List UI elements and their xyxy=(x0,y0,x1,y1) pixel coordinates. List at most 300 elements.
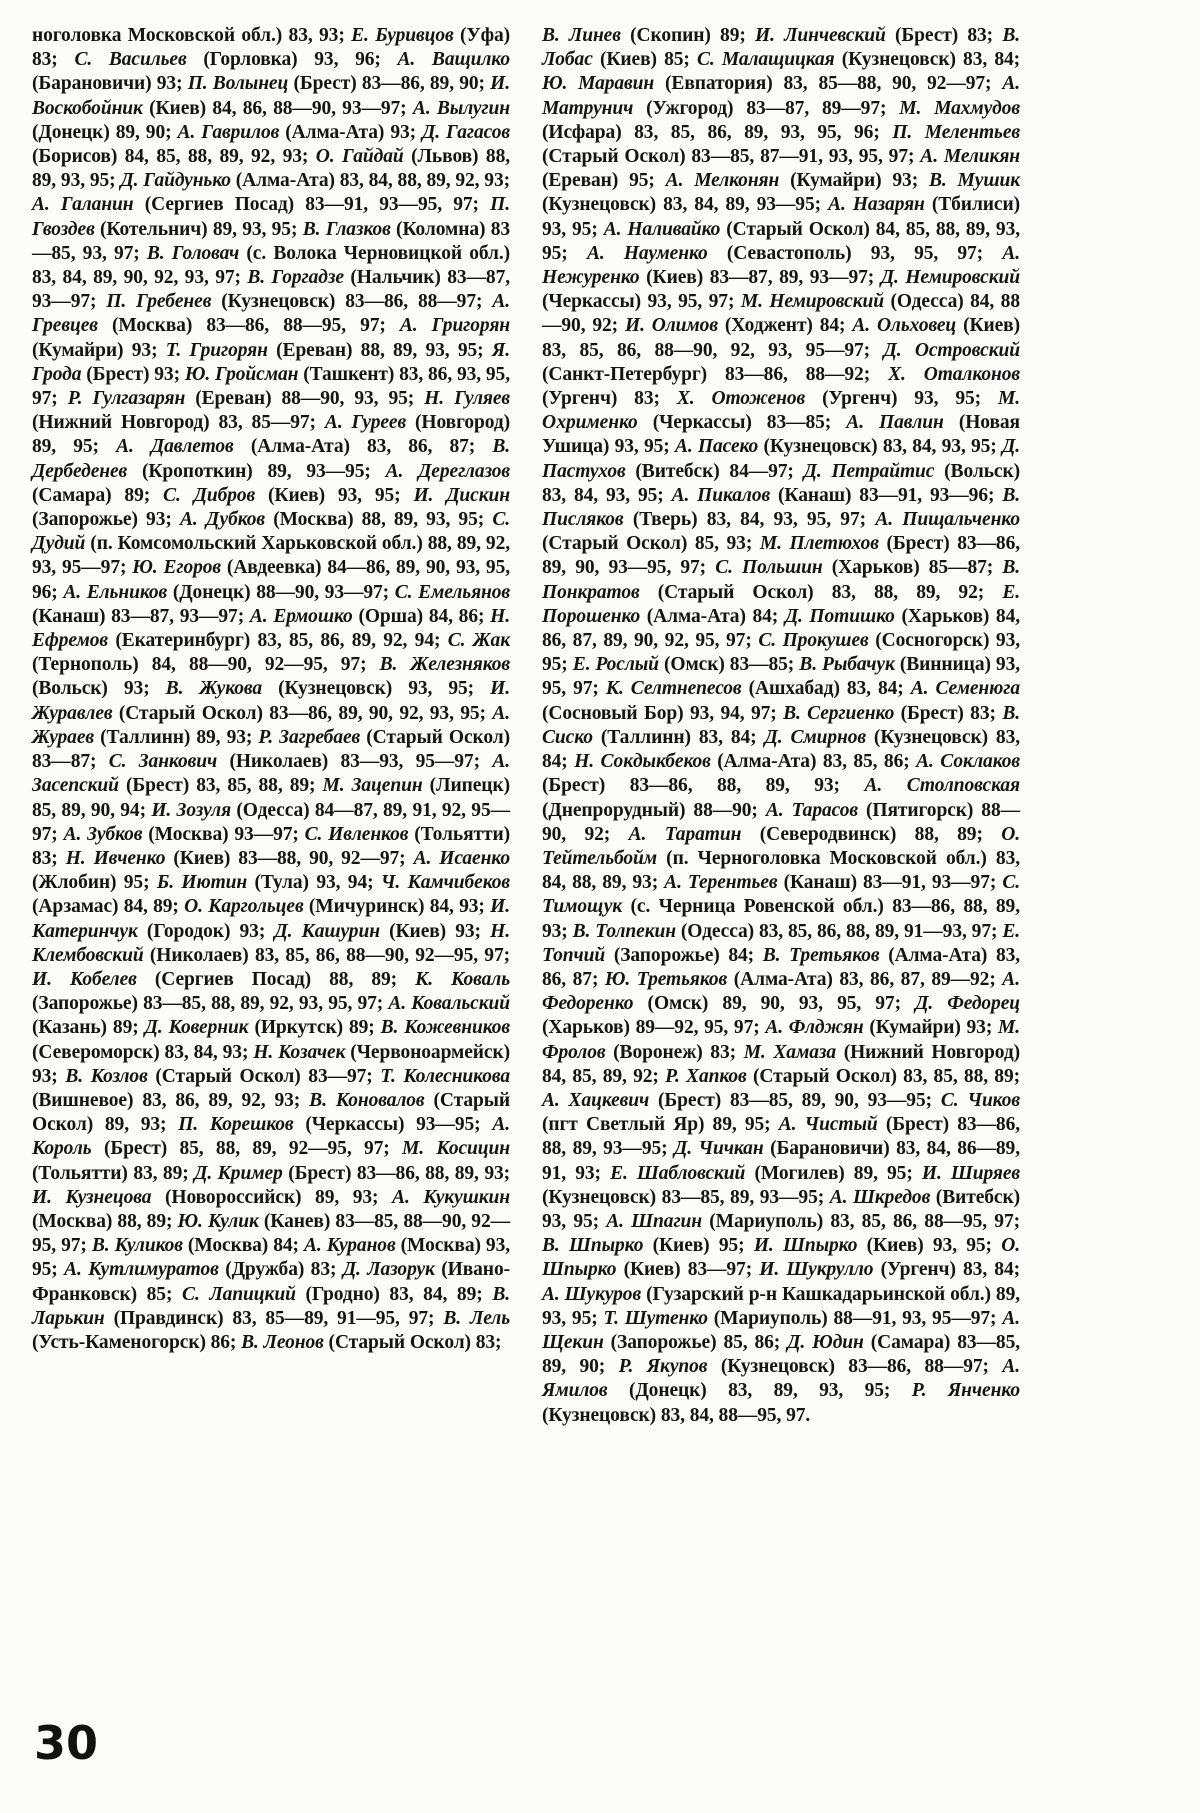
person-name: Т. Шутенко xyxy=(603,1307,714,1329)
index-entry: Д. Чичкан (Барановичи) 83, 84, 86—89, 91, 93; xyxy=(542,1138,1020,1184)
person-name: А. Таратин xyxy=(628,823,760,845)
index-entry: Н. Козачек (Червоноармейск) 93; xyxy=(32,1041,510,1087)
person-name: Д. Гайдунько xyxy=(120,170,236,192)
person-name: В. Третьяков xyxy=(762,944,889,966)
person-name: В. Писляков xyxy=(542,484,1020,531)
person-name: В. Лобас xyxy=(542,25,1020,71)
person-name: А. Ковальский xyxy=(388,993,510,1015)
index-text-columns xyxy=(32,24,1020,1428)
index-entry: А. Чистый (Брест) 83—86, 88, 89, 93—95; xyxy=(542,1114,1020,1160)
person-name: Д. Федорец xyxy=(915,993,1020,1015)
person-name: В. Сиско xyxy=(542,702,1020,748)
index-entry: И. Дискин (Запорожье) 93; xyxy=(32,484,510,531)
index-entry: А. Соклаков (Брест) 83—86, 88, 89, 93; xyxy=(542,751,1021,797)
person-name: В. Сергиенко xyxy=(783,702,901,724)
person-name: С. Дудий xyxy=(32,509,510,555)
index-entry: А. Хацкевич (Брест) 83—85, 89, 90, 93—95; xyxy=(542,1089,932,1111)
index-entry: А. Ольховец (Киев) 83, 85, 86, 88—90, 92, 93, 95—97; xyxy=(542,315,1021,361)
index-entry: В. Кожевников (Североморск) 83, 84, 93; xyxy=(32,1017,511,1063)
person-name: Т. Колесникова xyxy=(380,1065,510,1087)
person-name: Н. Клембовский xyxy=(32,920,510,966)
index-entry: М. Фролов (Воронеж) 83; xyxy=(542,1017,1020,1063)
person-name: А. Исаенко xyxy=(413,847,511,869)
index-entry: В. Коновалов (Старый Оскол) 89, 93; xyxy=(32,1089,510,1136)
index-entry: Б. Иютин (Тула) 93, 94; xyxy=(156,872,374,894)
index-entry: Ю. Гройсман (Ташкент) 83, 86, 93, 95, 97; xyxy=(32,363,510,410)
person-name: Е. Порошенко xyxy=(542,581,1020,627)
person-name: А. Назарян xyxy=(828,194,932,216)
index-entry: А. Флджян (Кумайри) 93; xyxy=(765,1017,993,1039)
index-entry: В. Рыбачук (Винница) 93, 95, 97; xyxy=(542,654,1021,700)
person-name: С. Занкович xyxy=(108,751,230,773)
index-entry: С. Занкович (Николаев) 83—93, 95—97; xyxy=(108,751,480,773)
index-entry: С. Тимощук (с. Черница Ровенской обл.) 83—86, 88, 89, 93; xyxy=(542,872,1020,942)
person-name: А. Вылугин xyxy=(412,97,510,119)
person-name: А. Король xyxy=(32,1114,510,1160)
index-entry: Я. Грода (Брест) 93; xyxy=(32,339,510,385)
index-entry: П. Мелентьев (Старый Оскол) 83—85, 87—91, 93, 95, 97; xyxy=(542,121,1020,168)
person-name: М. Охрименко xyxy=(542,388,1020,434)
index-entry: С. Емельянов (Канаш) 83—87, 93—97; xyxy=(32,581,511,627)
index-entry: А. Нежуренко (Киев) 83—87, 89, 93—97; xyxy=(542,242,1021,289)
person-name: Р. Хапков xyxy=(665,1065,753,1087)
index-entry: С. Малащицкая (Кузнецовск) 83, 84; xyxy=(697,49,1021,71)
index-entry: В. Куликов (Москва) 84; xyxy=(91,1235,299,1257)
person-name: К. Селтнепесов xyxy=(605,678,749,700)
index-entry: Х. Отоженов (Ургенч) 93, 95; xyxy=(676,388,982,410)
index-entry: А. Павлин (Новая Ушица) 93, 95; xyxy=(542,412,1020,458)
index-entry: И. Шпырко (Киев) 93, 95; xyxy=(753,1235,992,1257)
index-entry: А. Тарасов (Пятигорск) 88—90, 92; xyxy=(542,799,1021,845)
person-name: Е. Буривцов xyxy=(351,25,460,46)
index-entry: Т. Шутенко (Мариуполь) 88—91, 93, 95—97; xyxy=(603,1307,997,1329)
person-name: Д. Кашурин xyxy=(274,920,390,942)
index-entry: В. Железняков (Вольск) 93; xyxy=(32,654,510,700)
index-entry: В. Третьяков (Алма-Ата) 83, 86, 87; xyxy=(542,944,1021,990)
index-entry: А. Шкредов (Витебск) 93, 95; xyxy=(542,1186,1020,1232)
person-name: А. Федоренко xyxy=(542,968,1020,1015)
index-entry: А. Ващилко (Барановичи) 93; xyxy=(32,49,510,95)
index-entry: Ю. Третьяков (Алма-Ата) 83, 86, 87, 89—92; xyxy=(604,968,996,990)
index-entry: А. Федоренко (Омск) 89, 90, 93, 95, 97; xyxy=(542,968,1020,1015)
index-entry: А. Шпагин (Мариуполь) 83, 85, 86, 88—95, 97; xyxy=(606,1210,1020,1232)
person-name: И. Воскобойник xyxy=(32,73,510,119)
index-entry: П. Корешков (Черкассы) 93—95; xyxy=(178,1114,481,1136)
person-name: Д. Петрайтис xyxy=(803,460,945,482)
person-name: А. Ямилов xyxy=(542,1356,1021,1402)
index-entry: О. Шпырко (Киев) 83—97; xyxy=(542,1235,1021,1281)
person-name: С. Ивленков xyxy=(304,823,415,845)
index-entry: М. Немировский (Одесса) 84, 88—90, 92; xyxy=(542,291,1020,337)
person-name: Д. Пастухов xyxy=(542,436,1020,482)
index-entry: Д. Юдин (Самара) 83—85, 89, 90; xyxy=(542,1331,1020,1378)
index-entry: Е. Рослый (Омск) 83—85; xyxy=(572,654,795,676)
index-entry: В. Понкратов (Старый Оскол) 83, 88, 89, 92; xyxy=(542,557,1020,603)
index-entry: В. Жукова (Кузнецовск) 93, 95; xyxy=(165,678,475,700)
person-name: С. Емельянов xyxy=(394,581,511,603)
person-name: Ю. Егоров xyxy=(132,557,227,579)
person-name: А. Дубков xyxy=(179,509,274,531)
index-entry: П. Гвоздев (Котельнич) 89, 93, 95; xyxy=(32,194,511,240)
person-name: А. Семенюга xyxy=(910,678,1020,700)
person-name: А. Нежуренко xyxy=(542,242,1021,289)
index-entry: Д. Кашурин (Киев) 93; xyxy=(274,920,481,942)
person-name: Х. Оталконов xyxy=(888,363,1021,385)
index-entry: Р. Гулгазарян (Ереван) 88—90, 93, 95; xyxy=(67,388,415,410)
person-name: Е. Рослый xyxy=(572,654,664,676)
person-name: А. Зубков xyxy=(63,823,149,845)
index-entry: В. Лель (Усть-Каменогорск) 86; xyxy=(32,1307,511,1353)
index-entry: В. Головач (с. Волока Черновицкой обл.) 83, 84, 89, 90, 92, 93, 97; xyxy=(32,242,511,289)
person-name: В. Горгадзе xyxy=(247,267,351,289)
person-name: П. Корешков xyxy=(178,1114,306,1136)
index-entry: Д. Гагасов (Борисов) 84, 85, 88, 89, 92, 93; xyxy=(32,121,510,168)
index-entry: Р. Якупов (Кузнецовск) 83—86, 88—97; xyxy=(618,1356,989,1378)
index-entry: А. Куранов (Москва) 93, 95; xyxy=(32,1235,511,1281)
person-name: А. Шукуров xyxy=(542,1283,647,1305)
index-entry: С. Прокушев (Сосногорск) 93, 95; xyxy=(542,630,1021,676)
index-entry: А. Ермошко (Орша) 84, 86; xyxy=(249,605,485,627)
person-name: В. Железняков xyxy=(379,654,510,676)
person-name: С. Прокушев xyxy=(758,630,876,652)
person-name: А. Кукушкин xyxy=(392,1186,510,1208)
index-entry: В. Горгадзе (Нальчик) 83—87, 93—97; xyxy=(32,267,511,313)
person-name: И. Зозуля xyxy=(151,799,237,821)
index-entry: А. Пищальченко (Старый Оскол) 85, 93; xyxy=(542,509,1020,555)
index-entry: А. Зубков (Москва) 93—97; xyxy=(63,823,299,845)
index-entry: С. Ивленков (Тольятти) 83; xyxy=(32,823,511,869)
person-name: М. Плетюхов xyxy=(759,533,887,555)
person-name: В. Линев xyxy=(542,25,631,46)
index-entry: С. Польшин (Харьков) 85—87; xyxy=(715,557,994,579)
index-entry: М. Махмудов (Исфара) 83, 85, 86, 89, 93, 95, 96; xyxy=(542,97,1020,143)
index-entry: Р. Загребаев (Старый Оскол) 83—87; xyxy=(32,726,511,773)
person-name: А. Ельников xyxy=(63,581,173,603)
person-name: А. Флджян xyxy=(765,1017,870,1039)
person-name: В. Леонов xyxy=(241,1331,329,1353)
index-entry: И. Линчевский (Брест) 83; xyxy=(755,25,994,46)
person-name: Р. Гулгазарян xyxy=(67,388,196,410)
person-name: А. Шпагин xyxy=(606,1210,710,1232)
person-name: М. Зацепин xyxy=(322,775,430,797)
index-entry: Д. Островский (Санкт-Петербург) 83—86, 88—92; xyxy=(542,339,1020,385)
index-entry: С. Жак (Тернополь) 84, 88—90, 92—95, 97; xyxy=(32,630,510,676)
person-name: И. Ширяев xyxy=(921,1162,1020,1184)
index-entry: И. Ширяев (Кузнецовск) 83—85, 89, 93—95; xyxy=(542,1162,1020,1208)
person-name: Ю. Третьяков xyxy=(604,968,734,990)
person-name: А. Соклаков xyxy=(916,751,1021,773)
person-name: И. Олимов xyxy=(625,315,725,337)
person-name: В. Козлов xyxy=(65,1065,156,1087)
person-name: А. Науменко xyxy=(586,242,727,264)
index-entry: К. Селтнепесов (Ашхабад) 83, 84; xyxy=(605,678,904,700)
person-name: К. Коваль xyxy=(415,968,511,990)
index-entry: В. Лобас (Киев) 85; xyxy=(542,25,1020,71)
person-name: М. Косицин xyxy=(402,1138,510,1160)
index-entry: ноголовка Московской обл.) 83, 93; xyxy=(32,25,345,46)
index-entry: А. Кутлимуратов (Дружба) 83; xyxy=(64,1259,337,1281)
index-entry: А. Мелконян (Кумайри) 93; xyxy=(665,170,919,192)
index-entry: Н. Ефремов (Екатеринбург) 83, 85, 86, 89, 92, 94; xyxy=(32,605,510,652)
index-entry: А. Наливайко (Старый Оскол) 84, 85, 88, 89, 93, 95; xyxy=(542,218,1021,264)
person-name: В. Толпекин xyxy=(572,920,681,942)
index-entry: Д. Кример (Брест) 83—86, 88, 89, 93; xyxy=(194,1162,511,1184)
index-entry: П. Волынец (Брест) 83—86, 89, 90; xyxy=(187,73,485,95)
person-name: Д. Кример xyxy=(194,1162,289,1184)
index-entry: А. Дубков (Москва) 88, 89, 93, 95; xyxy=(179,509,485,531)
index-entry: И. Кузнецова (Новороссийск) 89, 93; xyxy=(32,1186,379,1208)
person-name: А. Гаврилов xyxy=(177,121,286,143)
index-entry: А. Жураев (Таллинн) 89, 93; xyxy=(32,702,511,748)
person-name: И. Дискин xyxy=(413,484,510,506)
index-entry: С. Лапицкий (Гродно) 83, 84, 89; xyxy=(182,1283,483,1305)
index-entry: Д. Пастухов (Витебск) 84—97; xyxy=(542,436,1020,482)
person-name: В. Дербеденев xyxy=(32,436,511,482)
person-name: А. Хацкевич xyxy=(542,1089,658,1111)
index-entry: А. Вылугин (Донецк) 89, 90; xyxy=(32,97,510,143)
index-entry: Е. Буривцов (Уфа) 83; xyxy=(32,25,511,71)
index-entry: Д. Смирнов (Кузнецовск) 83, 84; xyxy=(542,726,1021,773)
index-entry: Д. Федорец (Харьков) 89—92, 95, 97; xyxy=(542,993,1020,1039)
person-name: А. Пищальченко xyxy=(875,509,1020,531)
index-entry: Ч. Камчибеков (Арзамас) 84, 89; xyxy=(32,872,510,918)
index-entry: О. Тейтельбойм (п. Черноголовка Московской обл.) 83, 84, 88, 89, 93; xyxy=(542,823,1021,894)
index-entry: Д. Гайдунько (Алма-Ата) 83, 84, 88, 89, 92, 93; xyxy=(120,170,510,192)
person-name: А. Столповская xyxy=(864,775,1020,797)
index-entry: В. Мушик (Кузнецовск) 83, 84, 89, 93—95; xyxy=(542,170,1020,216)
index-entry: В. Леонов (Старый Оскол) 83; xyxy=(241,1331,502,1353)
index-entry: И. Олимов (Ходжент) 84; xyxy=(625,315,846,337)
index-entry: И. Катеринчук (Городок) 93; xyxy=(32,896,510,942)
index-entry: М. Охрименко (Черкассы) 83—85; xyxy=(542,388,1020,434)
index-entry: Д. Немировский (Черкассы) 93, 95, 97; xyxy=(542,267,1020,313)
index-entry: В. Сергиенко (Брест) 83; xyxy=(783,702,996,724)
index-entry: А. Кукушкин (Москва) 88, 89; xyxy=(32,1186,510,1232)
person-name: А. Наливайко xyxy=(603,218,727,240)
index-entry: О. Каргольцев (Мичуринск) 84, 93; xyxy=(184,896,485,918)
person-name: А. Ермошко xyxy=(249,605,359,627)
index-entry: Ю. Маравин (Евпатория) 83, 85—88, 90, 92—97; xyxy=(542,73,992,95)
index-entry: А. Григорян (Кумайри) 93; xyxy=(32,315,510,361)
index-entry: А. Давлетов (Алма-Ата) 83, 86, 87; xyxy=(116,436,476,458)
index-entry: А. Матрунич (Ужгород) 83—87, 89—97; xyxy=(542,73,1020,119)
person-name: О. Каргольцев xyxy=(184,896,309,918)
person-name: Н. Сокдыкбеков xyxy=(574,751,718,773)
person-name: В. Глазков xyxy=(302,218,397,240)
index-entry: О. Гайдай (Львов) 88, 89, 93, 95; xyxy=(32,146,510,192)
person-name: А. Павлин xyxy=(846,412,959,434)
person-name: А. Засепский xyxy=(32,751,510,797)
index-entry: М. Плетюхов (Брест) 83—86, 89, 90, 93—95, 97; xyxy=(542,533,1021,579)
index-entry: И. Воскобойник (Киев) 84, 86, 88—90, 93—97; xyxy=(32,73,510,119)
index-entry: А. Засепский (Брест) 83, 85, 88, 89; xyxy=(32,751,510,797)
person-name: Я. Грода xyxy=(32,339,510,385)
person-name: Д. Потишко xyxy=(784,605,902,627)
index-entry: Д. Петрайтис (Вольск) 83, 84, 93, 95; xyxy=(542,460,1020,506)
person-name: В. Мушик xyxy=(928,170,1020,192)
person-name: В. Понкратов xyxy=(542,557,1020,603)
person-name: А. Куранов xyxy=(303,1235,401,1257)
person-name: Е. Шабловский xyxy=(610,1162,755,1184)
person-name: А. Меликян xyxy=(920,146,1020,168)
index-entry: С. Дудий (п. Комсомольский Харьковской обл.) 88, 89, 92, 93, 95—97; xyxy=(32,509,510,579)
person-name: А. Жураев xyxy=(32,702,511,748)
person-name: И. Кобелев xyxy=(32,968,155,990)
index-entry: А. Шукуров (Гузарский р-н Кашкадарьинской обл.) 89, 93, 95; xyxy=(542,1283,1021,1329)
index-entry: А. Щекин (Запорожье) 85, 86; xyxy=(542,1307,1021,1353)
index-entry: Е. Шабловский (Могилев) 89, 95; xyxy=(610,1162,913,1184)
index-entry: А. Ковальский (Казань) 89; xyxy=(32,993,510,1039)
person-name: М. Хамаза xyxy=(743,1041,844,1063)
index-entry: А. Науменко (Севастополь) 93, 95, 97; xyxy=(586,242,984,264)
person-name: Ю. Кулик xyxy=(177,1210,264,1232)
person-name: Д. Гагасов xyxy=(422,121,510,143)
person-name: Ю. Гройсман xyxy=(184,363,304,385)
person-name: А. Дереглазов xyxy=(385,460,510,482)
index-entry: Н. Сокдыкбеков (Алма-Ата) 83, 85, 86; xyxy=(574,751,910,773)
index-entry: А. Семенюга (Сосновый Бор) 93, 94, 97; xyxy=(542,678,1020,724)
person-name: А. Тарасов xyxy=(765,799,866,821)
person-name: Ю. Маравин xyxy=(542,73,666,95)
index-entry: В. Сиско (Таллинн) 83, 84; xyxy=(542,702,1020,748)
index-entry: А. Ямилов (Донецк) 83, 89, 93, 95; xyxy=(542,1356,1021,1402)
person-name: А. Шкредов xyxy=(829,1186,936,1208)
person-name: П. Волынец xyxy=(187,73,294,95)
person-name: С. Дибров xyxy=(163,484,269,506)
person-name: Д. Островский xyxy=(883,339,1020,361)
person-name: А. Гуреев xyxy=(324,412,416,434)
index-entry: А. Терентьев (Канаш) 83—91, 93—97; xyxy=(664,872,997,894)
person-name: А. Чистый xyxy=(778,1114,886,1136)
person-name: Д. Смирнов xyxy=(764,726,874,748)
person-name: В. Шпырко xyxy=(542,1235,653,1257)
person-name: С. Жак xyxy=(447,630,510,652)
index-entry: А. Дереглазов (Самара) 89; xyxy=(32,460,510,506)
person-name: Х. Отоженов xyxy=(676,388,823,410)
person-name: Д. Лазорук xyxy=(342,1259,442,1281)
index-entry: А. Гаврилов (Алма-Ата) 93; xyxy=(177,121,417,143)
person-name: Д. Чичкан xyxy=(674,1138,771,1160)
index-entry: М. Косицин (Тольятти) 83, 89; xyxy=(32,1138,510,1184)
person-name: И. Шпырко xyxy=(753,1235,867,1257)
index-entry: Е. Топчий (Запорожье) 84; xyxy=(542,920,1020,966)
person-name: В. Кожевников xyxy=(380,1017,511,1039)
text-column-left xyxy=(32,24,510,1428)
index-entry: А. Таратин (Северодвинск) 88, 89; xyxy=(628,823,983,845)
person-name: Д. Коверник xyxy=(144,1017,255,1039)
person-name: В. Коновалов xyxy=(309,1089,434,1111)
index-entry: В. Шпырко (Киев) 95; xyxy=(542,1235,745,1257)
person-name: И. Линчевский xyxy=(755,25,895,46)
person-name: И. Катеринчук xyxy=(32,896,510,942)
index-entry: А. Меликян (Ереван) 95; xyxy=(542,146,1020,192)
text-column-right xyxy=(542,24,1020,1428)
person-name: М. Фролов xyxy=(542,1017,1020,1063)
index-entry: Д. Лазорук (Ивано-Франковск) 85; xyxy=(32,1259,510,1305)
index-entry: А. Гревцев (Москва) 83—86, 88—95, 97; xyxy=(32,291,511,337)
index-entry: В. Толпекин (Одесса) 83, 85, 86, 88, 89, 91—93, 97; xyxy=(572,920,998,942)
person-name: Н. Ивченко xyxy=(65,847,174,869)
person-name: А. Кутлимуратов xyxy=(64,1259,226,1281)
index-entry: Р. Янченко (Кузнецовск) 83, 84, 88—95, 97. xyxy=(542,1380,1021,1426)
index-entry: А. Ельников (Донецк) 88—90, 93—97; xyxy=(63,581,390,603)
person-name: О. Шпырко xyxy=(542,1235,1021,1281)
index-entry: М. Зацепин (Липецк) 85, 89, 90, 94; xyxy=(32,775,510,821)
index-entry: А. Пасеко (Кузнецовск) 83, 84, 93, 95; xyxy=(674,436,997,458)
person-name: А. Гревцев xyxy=(32,291,511,337)
person-name: Р. Загребаев xyxy=(258,726,367,748)
person-name: А. Щекин xyxy=(542,1307,1021,1353)
person-name: Р. Янченко xyxy=(911,1380,1021,1402)
person-name: А. Матрунич xyxy=(542,73,1020,119)
person-name: В. Рыбачук xyxy=(799,654,900,676)
person-name: Р. Якупов xyxy=(618,1356,721,1378)
index-entry: С. Дибров (Киев) 93, 95; xyxy=(163,484,401,506)
person-name: Н. Козачек xyxy=(253,1041,351,1063)
index-entry: Х. Оталконов (Ургенч) 83; xyxy=(542,363,1021,410)
index-entry: К. Коваль (Запорожье) 83—85, 88, 89, 92, 93, 95, 97; xyxy=(32,968,511,1015)
person-name: С. Лапицкий xyxy=(182,1283,306,1305)
person-name: С. Чиков xyxy=(940,1089,1020,1111)
person-name: И. Журавлев xyxy=(32,678,510,724)
person-name: В. Лель xyxy=(443,1307,511,1329)
index-entry: В. Глазков (Коломна) 83—85, 93, 97; xyxy=(32,218,511,264)
person-name: В. Головач xyxy=(146,242,247,264)
index-entry: Н. Ивченко (Киев) 83—88, 90, 92—97; xyxy=(65,847,406,869)
person-name: А. Давлетов xyxy=(116,436,251,458)
index-entry: А. Пикалов (Канаш) 83—91, 93—96; xyxy=(671,484,995,506)
index-entry: С. Чиков (пгт Светлый Яр) 89, 95; xyxy=(542,1089,1020,1136)
index-entry: В. Ларькин (Правдинск) 83, 85—89, 91—95, 97; xyxy=(32,1283,510,1329)
index-entry: А. Исаенко (Жлобин) 95; xyxy=(32,847,511,894)
person-name: Н. Ефремов xyxy=(32,605,510,652)
person-name: О. Тейтельбойм xyxy=(542,823,1021,869)
index-entry: П. Гребенев (Кузнецовск) 83—86, 88—97; xyxy=(106,291,483,313)
person-name: В. Ларькин xyxy=(32,1283,510,1329)
person-name: С. Малащицкая xyxy=(697,49,842,71)
person-name: П. Гребенев xyxy=(106,291,222,313)
person-name: А. Мелконян xyxy=(665,170,791,192)
person-name: В. Куликов xyxy=(91,1235,188,1257)
person-name: И. Шукрулло xyxy=(759,1259,881,1281)
person-name: Д. Немировский xyxy=(880,267,1020,289)
person-name: О. Гайдай xyxy=(315,146,412,168)
index-entry: Т. Колесникова (Вишневое) 83, 86, 89, 92, 93; xyxy=(32,1065,510,1111)
index-entry: Н. Клембовский (Николаев) 83, 85, 86, 88—90, 92—95, 97; xyxy=(32,920,511,966)
person-name: П. Мелентьев xyxy=(892,121,1020,143)
person-name: А. Ващилко xyxy=(397,49,510,71)
person-name: Ч. Камчибеков xyxy=(380,872,510,894)
index-entry: Ю. Кулик (Канев) 83—85, 88—90, 92—95, 97; xyxy=(32,1210,510,1257)
index-entry: Д. Потишко (Харьков) 84, 86, 87, 89, 90, 92, 95, 97; xyxy=(542,605,1020,652)
index-entry: А. Король (Брест) 85, 88, 89, 92—95, 97; xyxy=(32,1114,510,1160)
index-entry: В. Линев (Скопин) 89; xyxy=(542,25,746,46)
index-entry: Н. Гуляев (Нижний Новгород) 83, 85—97; xyxy=(32,388,511,434)
person-name: А. Галанин xyxy=(32,194,145,216)
person-name: В. Жукова xyxy=(165,678,279,700)
index-entry: И. Зозуля (Одесса) 84—87, 89, 91, 92, 95—97; xyxy=(32,799,510,845)
person-name: С. Васильев xyxy=(74,49,204,71)
index-entry: Д. Коверник (Иркутск) 89; xyxy=(144,1017,375,1039)
person-name: Е. Топчий xyxy=(542,920,1020,966)
person-name: Т. Григорян xyxy=(165,339,277,361)
person-name: Д. Юдин xyxy=(787,1331,871,1353)
index-entry: М. Хамаза (Нижний Новгород) 84, 85, 89, 92; xyxy=(542,1041,1020,1087)
index-entry: Т. Григорян (Ереван) 88, 89, 93, 95; xyxy=(165,339,484,361)
index-entry: А. Назарян (Тбилиси) 93, 95; xyxy=(542,194,1021,240)
person-name: А. Ольховец xyxy=(852,315,964,337)
person-name: Н. Гуляев xyxy=(424,388,511,410)
